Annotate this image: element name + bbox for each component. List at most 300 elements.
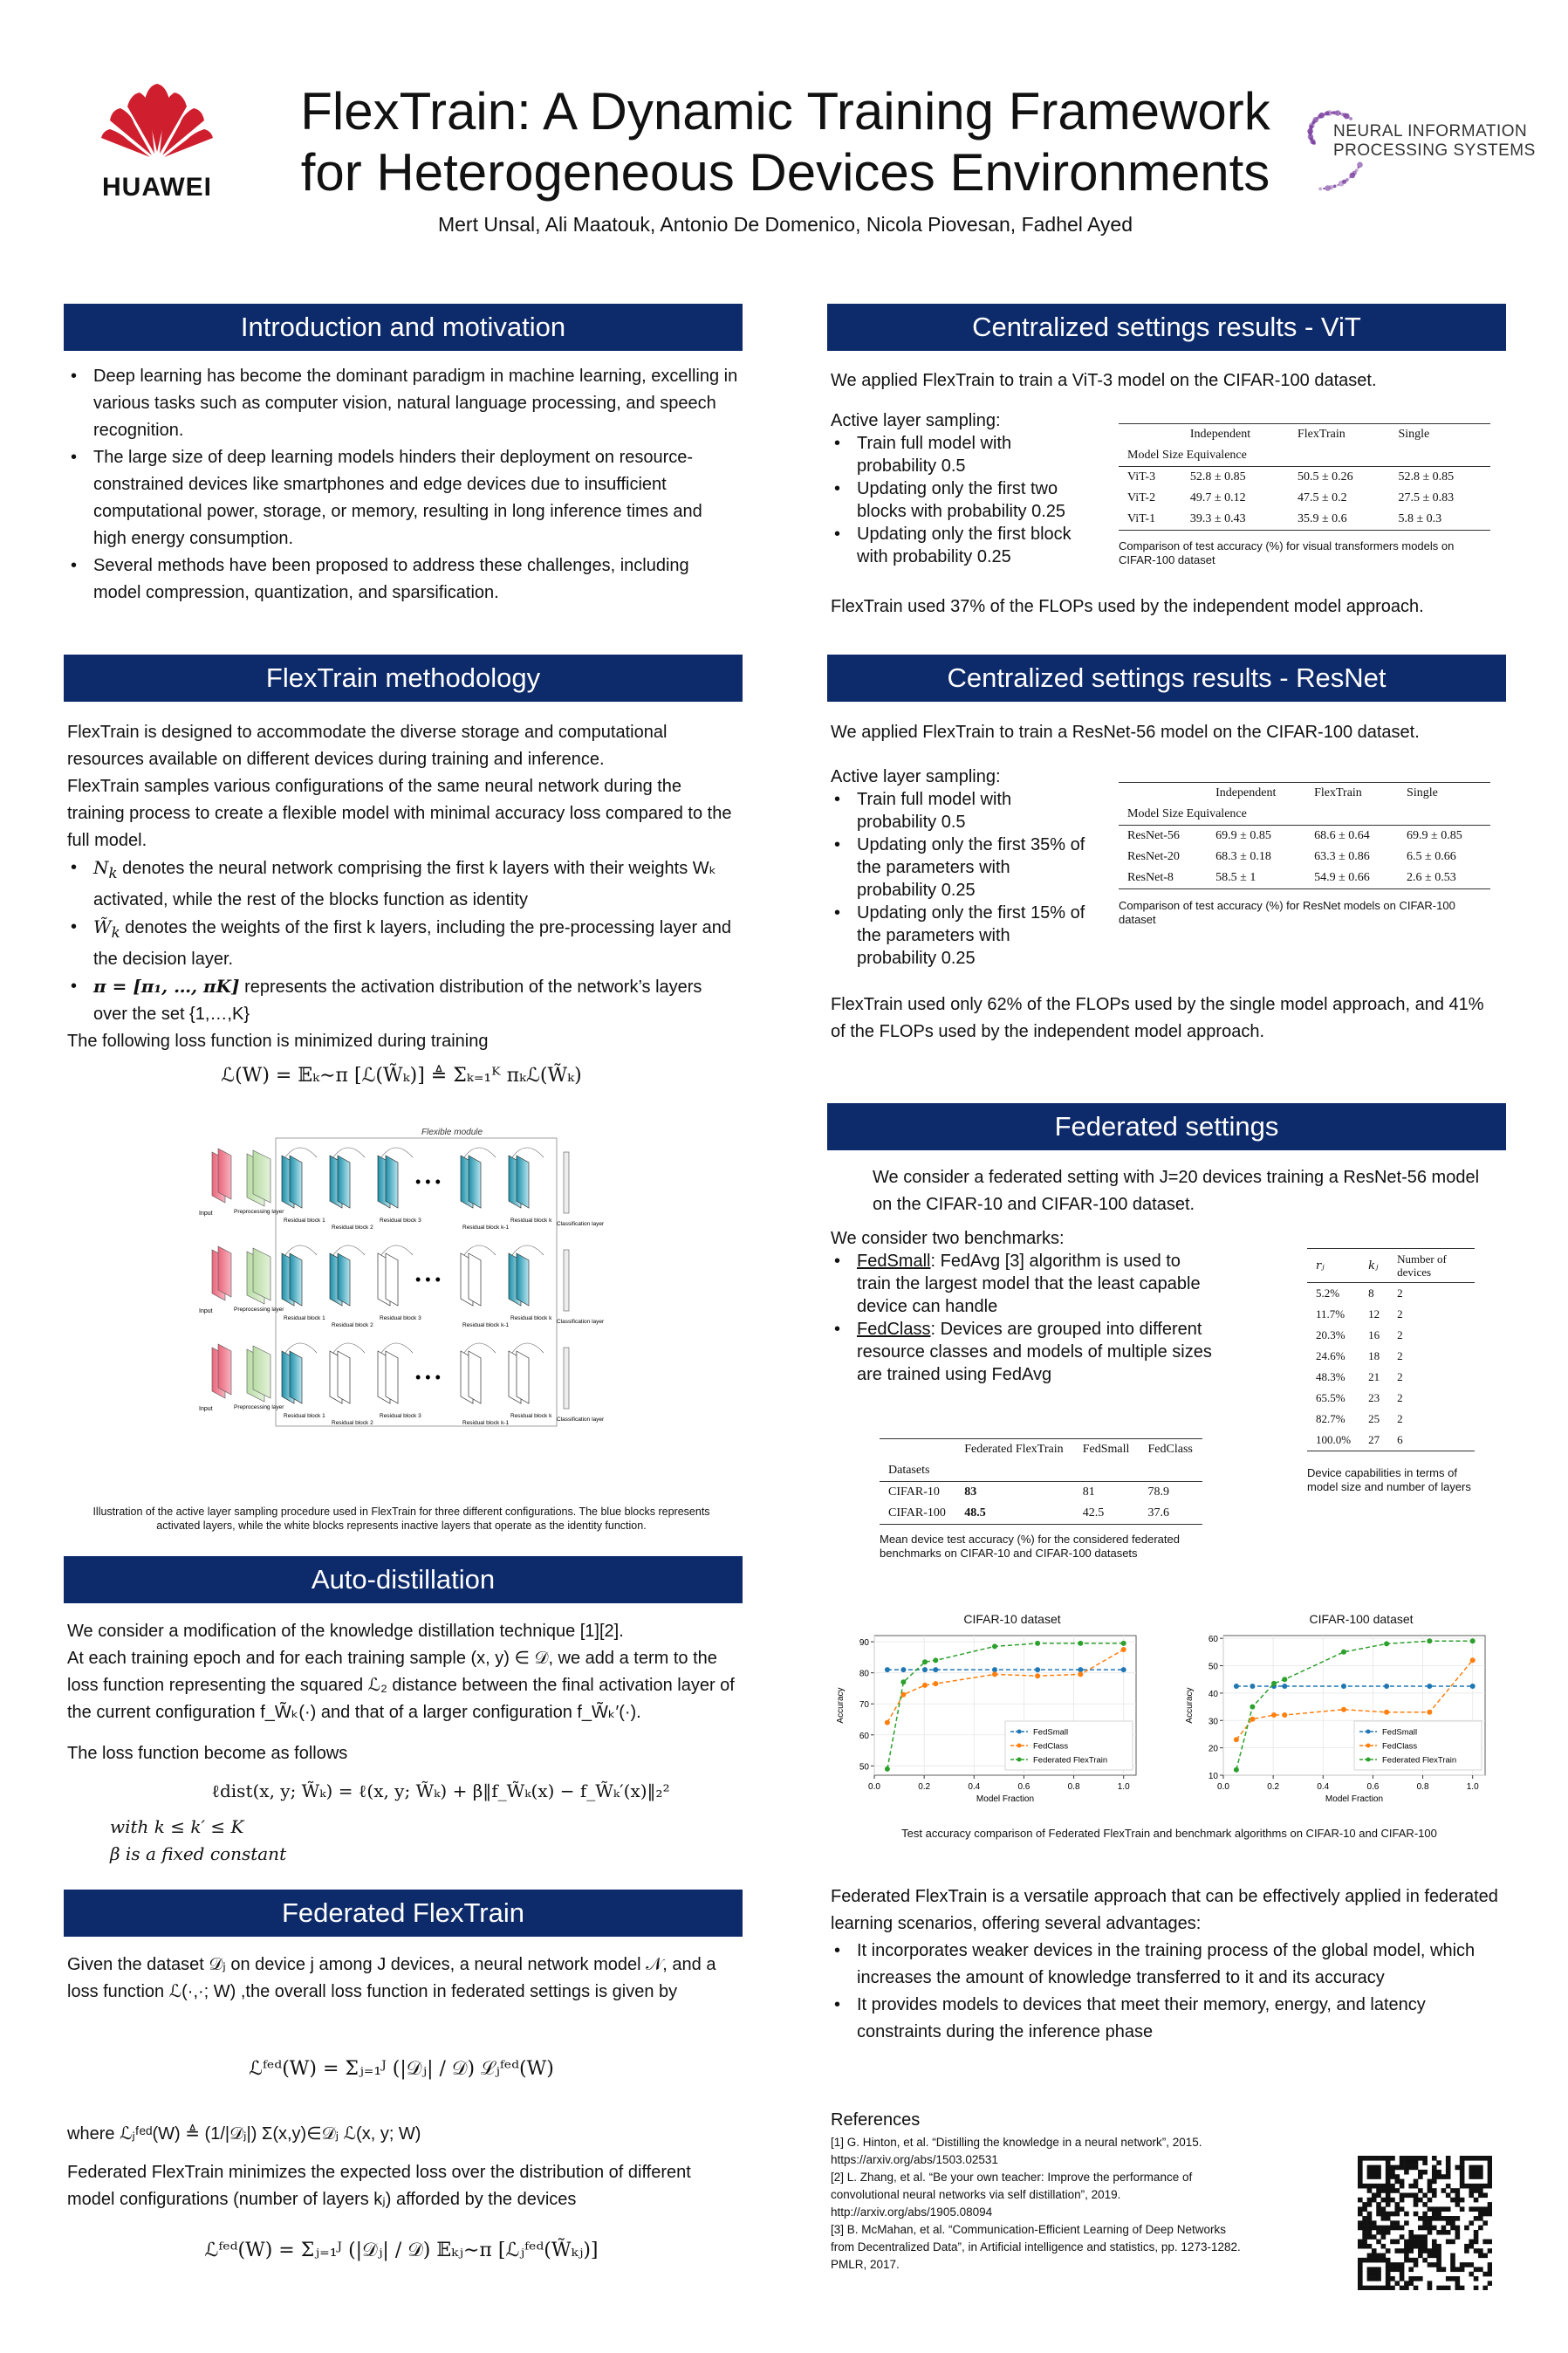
qr-module (1372, 2220, 1377, 2226)
x-tick-label: 0.2 (1267, 1782, 1280, 1792)
inactive-residual-block (517, 1351, 529, 1403)
data-point (1078, 1671, 1083, 1677)
y-tick-label: 60 (859, 1731, 869, 1741)
qr-module (1482, 2184, 1488, 2189)
qr-module (1422, 2212, 1428, 2217)
qr-module (1469, 2206, 1474, 2212)
qr-module (1367, 2184, 1373, 2189)
residual-label: Residual block 1 (284, 1315, 325, 1321)
qr-module (1400, 2286, 1405, 2290)
data-point (1234, 1684, 1239, 1689)
qr-module (1367, 2198, 1373, 2203)
qr-module (1404, 2240, 1409, 2245)
qr-module (1441, 2286, 1447, 2290)
y-axis-label: Accuracy (1185, 1687, 1195, 1724)
qr-module (1441, 2206, 1447, 2212)
qr-module (1362, 2226, 1367, 2231)
qr-module (1464, 2244, 1469, 2249)
qr-module (1358, 2240, 1363, 2245)
qr-module (1408, 2230, 1414, 2235)
qr-module (1414, 2156, 1419, 2161)
data-point (1427, 1684, 1432, 1689)
qr-module (1464, 2184, 1469, 2189)
qr-module (1372, 2248, 1377, 2254)
qr-module (1362, 2240, 1367, 2245)
qr-module (1372, 2192, 1377, 2198)
qr-module (1404, 2156, 1409, 2161)
qr-module (1488, 2165, 1492, 2171)
data-point (1384, 1710, 1389, 1715)
qr-module (1376, 2165, 1381, 2171)
qr-module (1400, 2156, 1405, 2161)
qr-module (1362, 2184, 1367, 2189)
residual-label: Residual block 3 (380, 1413, 421, 1419)
qr-module (1474, 2267, 1479, 2272)
qr-module (1482, 2220, 1488, 2226)
qr-module (1381, 2198, 1387, 2203)
residual-label: Residual block 2 (332, 1225, 373, 1231)
qr-module (1488, 2212, 1492, 2217)
qr-module (1386, 2198, 1391, 2203)
data-point (933, 1681, 938, 1686)
qr-module (1422, 2244, 1428, 2249)
qr-module (1482, 2254, 1488, 2259)
resnet-sampling (831, 765, 1092, 970)
legend-marker (1366, 1730, 1371, 1734)
qr-module (1478, 2174, 1483, 2179)
qr-module (1394, 2262, 1400, 2267)
qr-module (1394, 2174, 1400, 2179)
qr-module (1381, 2230, 1387, 2235)
qr-module (1372, 2272, 1377, 2277)
qr-module (1469, 2156, 1474, 2161)
qr-module (1358, 2258, 1363, 2263)
qr-module (1367, 2244, 1373, 2249)
qr-module (1408, 2184, 1414, 2189)
qr-module (1460, 2267, 1465, 2272)
qr-module (1446, 2184, 1451, 2189)
y-axis-label: Accuracy (836, 1687, 846, 1724)
data-point (900, 1679, 906, 1684)
residual-label: Residual block 2 (332, 1322, 373, 1328)
qr-module (1474, 2170, 1479, 2175)
resnet-bullet: • Updating only the first 15% of the parameters with probability 0.25 (831, 902, 1092, 970)
qr-module (1450, 2226, 1455, 2231)
conclusion-bullet: • It provides models to devices that meet their memory, energy, and latency constraints during the inference phase (831, 1992, 1503, 2046)
qr-module (1455, 2188, 1461, 2193)
qr-module (1400, 2179, 1405, 2185)
qr-module (1390, 2156, 1395, 2161)
qr-module (1418, 2244, 1423, 2249)
qr-module (1478, 2184, 1483, 2189)
auto-header: Auto-distillation (64, 1556, 743, 1603)
qr-module (1474, 2206, 1479, 2212)
qr-module (1428, 2184, 1433, 2189)
fedset-p2: We consider two benchmarks: (831, 1229, 1065, 1248)
qr-module (1376, 2184, 1381, 2189)
qr-module (1408, 2258, 1414, 2263)
qr-module (1455, 2281, 1461, 2286)
input-block (218, 1149, 231, 1199)
input-block (218, 1246, 231, 1297)
qr-module (1386, 2202, 1391, 2207)
qr-module (1436, 2258, 1441, 2263)
data-point (1035, 1641, 1040, 1646)
y-tick-label: 70 (859, 1700, 869, 1711)
qr-module (1450, 2258, 1455, 2263)
qr-module (1436, 2230, 1441, 2235)
qr-module (1390, 2165, 1395, 2171)
qr-module (1404, 2212, 1409, 2217)
auto-text (67, 1618, 739, 1767)
qr-module (1414, 2240, 1419, 2245)
qr-module (1358, 2226, 1363, 2231)
method-p3: The following loss function is minimized during training (67, 1032, 489, 1051)
qr-module (1469, 2165, 1474, 2171)
qr-module (1400, 2272, 1405, 2277)
active-residual-block (517, 1156, 529, 1208)
qr-module (1390, 2240, 1395, 2245)
legend-marker (1017, 1744, 1022, 1748)
qr-module (1390, 2276, 1395, 2281)
x-tick-label: 0.4 (1317, 1782, 1330, 1792)
flexible-module-figure (199, 1117, 618, 1436)
qr-module (1436, 2267, 1441, 2272)
qr-module (1362, 2286, 1367, 2290)
qr-module (1446, 2156, 1451, 2161)
x-tick-label: 0.0 (1217, 1782, 1229, 1792)
table-row: 24.6% 18 2 (1316, 1349, 1403, 1362)
data-point (1121, 1667, 1126, 1672)
qr-module (1381, 2156, 1387, 2161)
qr-module (1455, 2230, 1461, 2235)
vit-header: Centralized settings results - ViT (827, 304, 1506, 351)
qr-module (1428, 2220, 1433, 2226)
x-tick-label: 1.0 (1117, 1782, 1130, 1792)
ellipsis: • • • (415, 1271, 441, 1288)
qr-module (1450, 2267, 1455, 2272)
fed-p2: Federated FlexTrain minimizes the expected loss over the distribution of different model configurations (number of layers kⱼ) afforded by the devices (67, 2163, 691, 2209)
qr-module (1436, 2248, 1441, 2254)
qr-module (1428, 2226, 1433, 2231)
qr-module (1390, 2198, 1395, 2203)
x-tick-label: 0.0 (868, 1782, 880, 1792)
qr-module (1386, 2230, 1391, 2235)
qr-module (1358, 2267, 1363, 2272)
pi-symbol: π = [π₁, …, πK] (93, 976, 240, 997)
qr-module (1381, 2258, 1387, 2263)
table-row: 5.2% 8 2 (1316, 1286, 1403, 1300)
qr-module (1367, 2226, 1373, 2231)
qr-module (1414, 2160, 1419, 2165)
qr-module (1460, 2179, 1465, 2185)
huawei-logo-icon (96, 80, 218, 161)
qr-module (1450, 2276, 1455, 2281)
resnet-bullet: • Updating only the first 35% of the parameters with probability 0.25 (831, 833, 1092, 902)
auto-with-1: with k ≤ k′ ≤ K (110, 1816, 244, 1837)
qr-module (1432, 2240, 1437, 2245)
qr-module (1488, 2156, 1492, 2161)
qr-module (1358, 2220, 1363, 2226)
intro-bullets (67, 363, 739, 607)
qr-module (1422, 2170, 1428, 2175)
vit-bullet: • Updating only the first two blocks with probability 0.25 (831, 477, 1092, 523)
qr-module (1408, 2156, 1414, 2161)
qr-module (1390, 2184, 1395, 2189)
qr-module (1376, 2240, 1381, 2245)
fedset-header: Federated settings (827, 1103, 1506, 1150)
qr-module (1367, 2202, 1373, 2207)
qr-module (1367, 2254, 1373, 2259)
qr-module (1428, 2262, 1433, 2267)
qr-module (1386, 2160, 1391, 2165)
table-row: ViT-3 52.8 ± 0.85 50.5 ± 0.26 52.8 ± 0.85 (1127, 470, 1455, 484)
qr-module (1478, 2206, 1483, 2212)
neurips-text-1: NEURAL INFORMATION (1333, 122, 1528, 141)
qr-module (1408, 2244, 1414, 2249)
qr-module (1432, 2216, 1437, 2221)
qr-module (1358, 2262, 1363, 2267)
data-point (1271, 1681, 1277, 1686)
auto-with (110, 1814, 286, 1868)
qr-module (1418, 2216, 1423, 2221)
qr-module (1432, 2156, 1437, 2161)
qr-module (1404, 2248, 1409, 2254)
residual-label: Residual block k (510, 1218, 552, 1224)
qr-module (1428, 2281, 1433, 2286)
residual-label: Residual block 1 (284, 1218, 325, 1224)
fed-equation-1: ℒᶠᵉᵈ(W) = Σⱼ₌₁ᴶ (|𝒟ⱼ| / 𝒟) ℒⱼᶠᵉᵈ(W) (249, 2058, 554, 2080)
qr-module (1460, 2262, 1465, 2267)
pre-label: Preprocessing layer (234, 1307, 284, 1313)
qr-module (1386, 2216, 1391, 2221)
qr-module (1455, 2276, 1461, 2281)
x-tick-label: 1.0 (1466, 1782, 1479, 1792)
qr-module (1358, 2174, 1363, 2179)
qr-module (1367, 2165, 1373, 2171)
residual-label: Residual block k (510, 1413, 552, 1419)
qr-module (1450, 2220, 1455, 2226)
qr-module (1450, 2198, 1455, 2203)
data-point (1341, 1684, 1346, 1689)
qr-module (1482, 2212, 1488, 2217)
qr-module (1418, 2248, 1423, 2254)
qr-module (1428, 2198, 1433, 2203)
y-tick-label: 20 (1208, 1744, 1218, 1754)
qr-module (1376, 2212, 1381, 2217)
table-subhead: Datasets (888, 1464, 930, 1477)
qr-module (1460, 2160, 1465, 2165)
qr-module (1418, 2254, 1423, 2259)
qr-module (1386, 2174, 1391, 2179)
y-tick-label: 50 (859, 1762, 869, 1773)
active-residual-block (290, 1253, 302, 1306)
auto-p3: The loss function become as follows (67, 1744, 348, 1763)
qr-module (1404, 2254, 1409, 2259)
qr-module (1386, 2286, 1391, 2290)
y-tick-label: 90 (859, 1638, 869, 1649)
table-row: 11.7% 12 2 (1316, 1307, 1403, 1321)
qr-module (1376, 2267, 1381, 2272)
qr-module (1414, 2258, 1419, 2263)
qr-module (1376, 2276, 1381, 2281)
inactive-residual-block (386, 1253, 398, 1306)
poster-title-line1: FlexTrain: A Dynamic Training Framework (300, 82, 1270, 141)
qr-module (1367, 2212, 1373, 2217)
pre-block (253, 1248, 270, 1300)
qr-module (1372, 2184, 1377, 2189)
qr-module (1422, 2156, 1428, 2161)
data-point (1341, 1650, 1346, 1655)
qr-module (1390, 2262, 1395, 2267)
qr-module (1432, 2165, 1437, 2171)
qr-module (1358, 2184, 1363, 2189)
qr-module (1367, 2272, 1373, 2277)
qr-module (1478, 2267, 1483, 2272)
qr-module (1358, 2160, 1363, 2165)
qr-module (1478, 2156, 1483, 2161)
qr-module (1469, 2244, 1474, 2249)
qr-module (1400, 2262, 1405, 2267)
qr-module (1404, 2220, 1409, 2226)
qr-module (1372, 2198, 1377, 2203)
qr-module (1362, 2216, 1367, 2221)
qr-module (1376, 2156, 1381, 2161)
qr-module (1386, 2248, 1391, 2254)
qr-module (1488, 2206, 1492, 2212)
qr-module (1400, 2184, 1405, 2189)
data-point (1078, 1641, 1083, 1646)
reference-item: [1] G. Hinton, et al. “Distilling the knowledge in a neural network”, 2015. https://arxiv.org/abs/1503.02531 (831, 2136, 1202, 2166)
qr-module (1446, 2170, 1451, 2175)
table-row: ViT-1 39.3 ± 0.43 35.9 ± 0.6 5.8 ± 0.3 (1127, 512, 1442, 525)
wk-symbol: $W̃_k$ (93, 916, 120, 941)
logo-dot (1349, 176, 1351, 178)
data-point (1250, 1717, 1255, 1722)
auto-p2: At each training epoch and for each training sample (x, y) ∈ 𝒟, we add a term to the loss function representing the squared ℒ₂ distance between the final activation layer of the current configuration f_W̃ₖ(·) and that of a larger configuration f_W̃ₖ′(·). (67, 1649, 735, 1722)
data-point (922, 1667, 928, 1672)
qr-module (1376, 2226, 1381, 2231)
qr-module (1376, 2230, 1381, 2235)
qr-module (1408, 2281, 1414, 2286)
data-point (933, 1657, 938, 1663)
vit-sampling (831, 409, 1092, 568)
qr-module (1432, 2254, 1437, 2259)
data-point (1234, 1767, 1239, 1773)
qr-module (1450, 2240, 1455, 2245)
legend-marker (1017, 1758, 1022, 1762)
qr-module (1446, 2220, 1451, 2226)
logo-dot (1323, 188, 1325, 189)
qr-module (1381, 2212, 1387, 2217)
qr-module (1386, 2258, 1391, 2263)
qr-module (1358, 2272, 1363, 2277)
qr-module (1474, 2198, 1479, 2203)
qr-module (1400, 2160, 1405, 2165)
fed-p1: Given the dataset 𝒟ⱼ on device j among J devices, a neural network model 𝒩, and a loss function ℒ(·,·; W) ,the overall loss function in federated settings is given by (67, 1955, 716, 2001)
fedset-bullet: • FedClass: Devices are grouped into different resource classes and models of multiple sizes are trained using FedAvg (831, 1318, 1215, 1386)
resnet-p2: FlexTrain used only 62% of the FLOPs used by the single model approach, and 41% of the FLOPs used by the independent model approach. (831, 995, 1484, 1041)
data-point (1282, 1712, 1287, 1718)
qr-module (1408, 2276, 1414, 2281)
qr-module (1436, 2170, 1441, 2175)
ellipsis: • • • (415, 1173, 441, 1190)
qr-module (1441, 2267, 1447, 2272)
table-header-row: Federated FlexTrain FedSmall FedClass (964, 1443, 1193, 1456)
qr-module (1381, 2188, 1387, 2193)
qr-module (1455, 2192, 1461, 2198)
neurips-text-2: PROCESSING SYSTEMS (1333, 141, 1536, 160)
qr-module (1422, 2220, 1428, 2226)
qr-module (1474, 2286, 1479, 2290)
qr-module (1372, 2170, 1377, 2175)
data-point (885, 1720, 890, 1725)
qr-module (1488, 2184, 1492, 2189)
qr-module (1436, 2286, 1441, 2290)
qr-module (1376, 2188, 1381, 2193)
chart-cifar10 (820, 1629, 1152, 1821)
residual-label: Residual block k (510, 1315, 552, 1321)
method-p1: FlexTrain is designed to accommodate the diverse storage and computational resources available on different devices during training and inference. (67, 723, 668, 769)
qr-module (1428, 2216, 1433, 2221)
vit-p2: FlexTrain used 37% of the FLOPs used by the independent model approach. (831, 597, 1424, 616)
qr-module (1408, 2192, 1414, 2198)
inactive-residual-block (386, 1351, 398, 1403)
qr-module (1478, 2248, 1483, 2254)
qr-module (1358, 2198, 1363, 2203)
residual-label: Residual block 2 (332, 1420, 373, 1426)
qr-module (1488, 2272, 1492, 2277)
residual-label: Residual block k-1 (462, 1420, 510, 1426)
data-point (1234, 1737, 1239, 1742)
qr-module (1414, 2234, 1419, 2240)
qr-module (1446, 2240, 1451, 2245)
pre-label: Preprocessing layer (234, 1404, 284, 1410)
qr-module (1362, 2206, 1367, 2212)
qr-module (1455, 2267, 1461, 2272)
qr-module (1400, 2165, 1405, 2171)
qr-module (1358, 2286, 1363, 2290)
x-axis-label: Model Fraction (976, 1794, 1035, 1804)
qr-module (1367, 2174, 1373, 2179)
qr-module (1446, 2276, 1451, 2281)
vit-bullet: • Train full model with probability 0.5 (831, 432, 1092, 477)
qr-module (1381, 2254, 1387, 2259)
qr-module (1358, 2281, 1363, 2286)
qr-module (1418, 2226, 1423, 2231)
qr-module (1446, 2216, 1451, 2221)
qr-module (1436, 2174, 1441, 2179)
residual-label: Residual block 1 (284, 1413, 325, 1419)
qr-module (1414, 2184, 1419, 2189)
qr-module (1367, 2216, 1373, 2221)
qr-module (1422, 2258, 1428, 2263)
qr-module (1358, 2244, 1363, 2249)
method-p2: FlexTrain samples various configurations of the same neural network during the training process to create a flexible model with minimal accuracy loss compared to the full model. (67, 777, 732, 850)
qr-module (1482, 2206, 1488, 2212)
qr-module (1474, 2248, 1479, 2254)
qr-module (1408, 2234, 1414, 2240)
resnet-bullet: • Train full model with probability 0.5 (831, 788, 1092, 833)
qr-module (1478, 2254, 1483, 2259)
conclusion (831, 1883, 1503, 2046)
qr-module (1469, 2262, 1474, 2267)
qr-module (1428, 2248, 1433, 2254)
qr-module (1455, 2202, 1461, 2207)
logo-dot (1318, 188, 1322, 191)
qr-module (1464, 2226, 1469, 2231)
data-point (1427, 1710, 1432, 1715)
